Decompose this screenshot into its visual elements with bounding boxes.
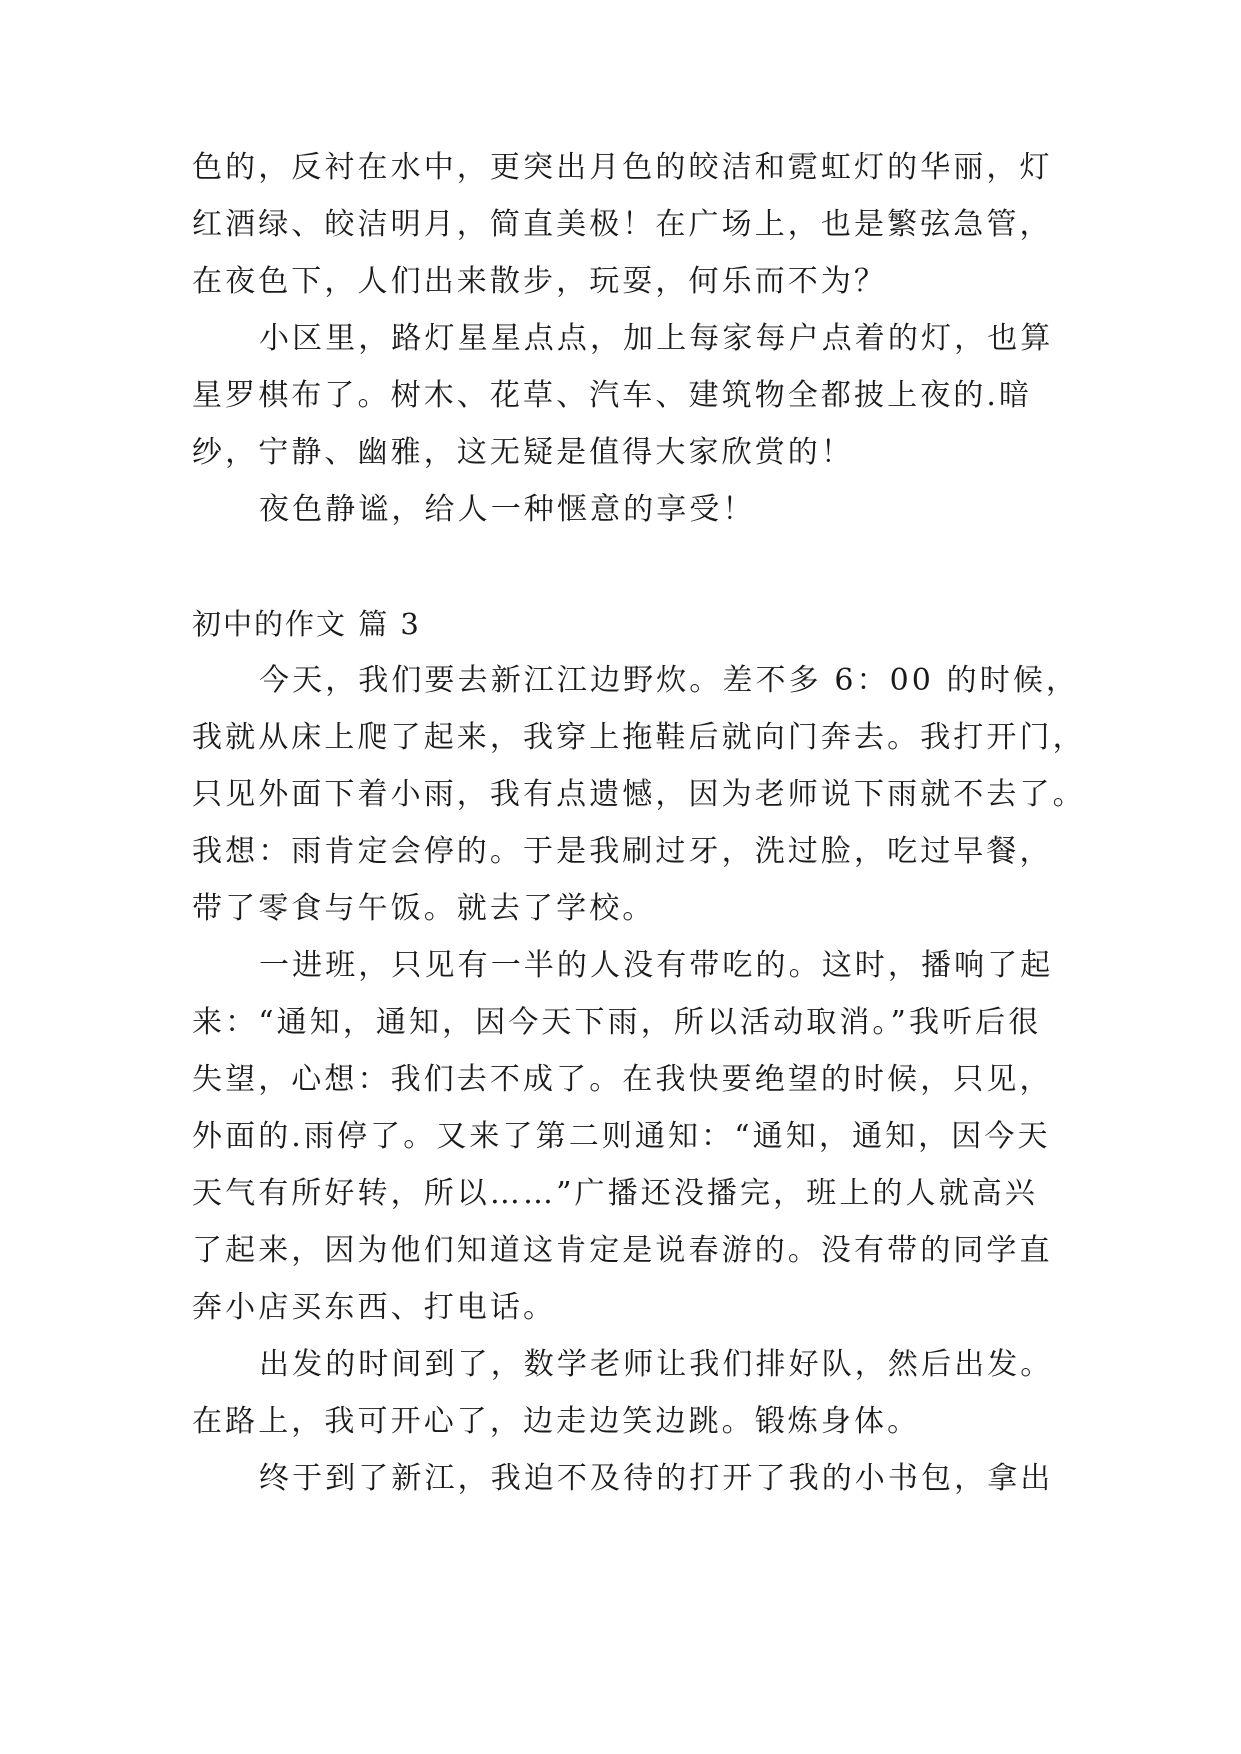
text-line: 色的，反衬在水中，更突出月色的皎洁和霓虹灯的华丽，灯	[192, 150, 1053, 185]
section-heading: 初中的作文 篇 3	[192, 607, 421, 641]
text-line: 小区里，路灯星星点点，加上每家每户点着的灯，也算	[259, 321, 1054, 356]
text-line: 奔小店买东西、打电话。	[192, 1290, 557, 1325]
text-line: 在夜色下，人们出来散步，玩耍，何乐而不为？	[192, 264, 888, 299]
text-line: 外面的.雨停了。又来了第二则通知：“通知，通知，因今天	[192, 1119, 1051, 1154]
text-line: 星罗棋布了。树木、花草、汽车、建筑物全都披上夜的.暗	[192, 378, 1033, 413]
text-line: 在路上，我可开心了，边走边笑边跳。锻炼身体。	[192, 1404, 921, 1439]
text-line: 失望，心想：我们去不成了。在我快要绝望的时候，只见，	[192, 1062, 1053, 1097]
text-line: 带了零食与午饭。就去了学校。	[192, 891, 656, 926]
text-line: 终于到了新江，我迫不及待的打开了我的小书包，拿出	[259, 1461, 1054, 1496]
text-line: 纱，宁静、幽雅，这无疑是值得大家欣赏的！	[192, 435, 854, 470]
text-line: 天气有所好转，所以……”广播还没播完，班上的人就高兴	[192, 1176, 1038, 1211]
text-line: 了起来，因为他们知道这肯定是说春游的。没有带的同学直	[192, 1233, 1053, 1268]
text-line: 出发的时间到了，数学老师让我们排好队，然后出发。	[259, 1347, 1054, 1382]
text-line: 红酒绿、皎洁明月，简直美极！在广场上，也是繁弦急管，	[192, 207, 1053, 242]
text-line: 夜色静谧，给人一种惬意的享受！	[259, 492, 756, 527]
text-line: 我想：雨肯定会停的。于是我刷过牙，洗过脸，吃过早餐，	[192, 834, 1053, 869]
text-line: 一进班，只见有一半的人没有带吃的。这时，播响了起	[259, 948, 1054, 983]
text-line: 只见外面下着小雨，我有点遗憾，因为老师说下雨就不去了。	[192, 777, 1086, 812]
text-line: 今天，我们要去新江江边野炊。差不多 6：00 的时候，	[259, 663, 1080, 698]
text-line: 我就从床上爬了起来，我穿上拖鞋后就向门奔去。我打开门，	[192, 720, 1086, 755]
text-line: 来：“通知，通知，因今天下雨，所以活动取消。”我听后很	[192, 1005, 1042, 1040]
